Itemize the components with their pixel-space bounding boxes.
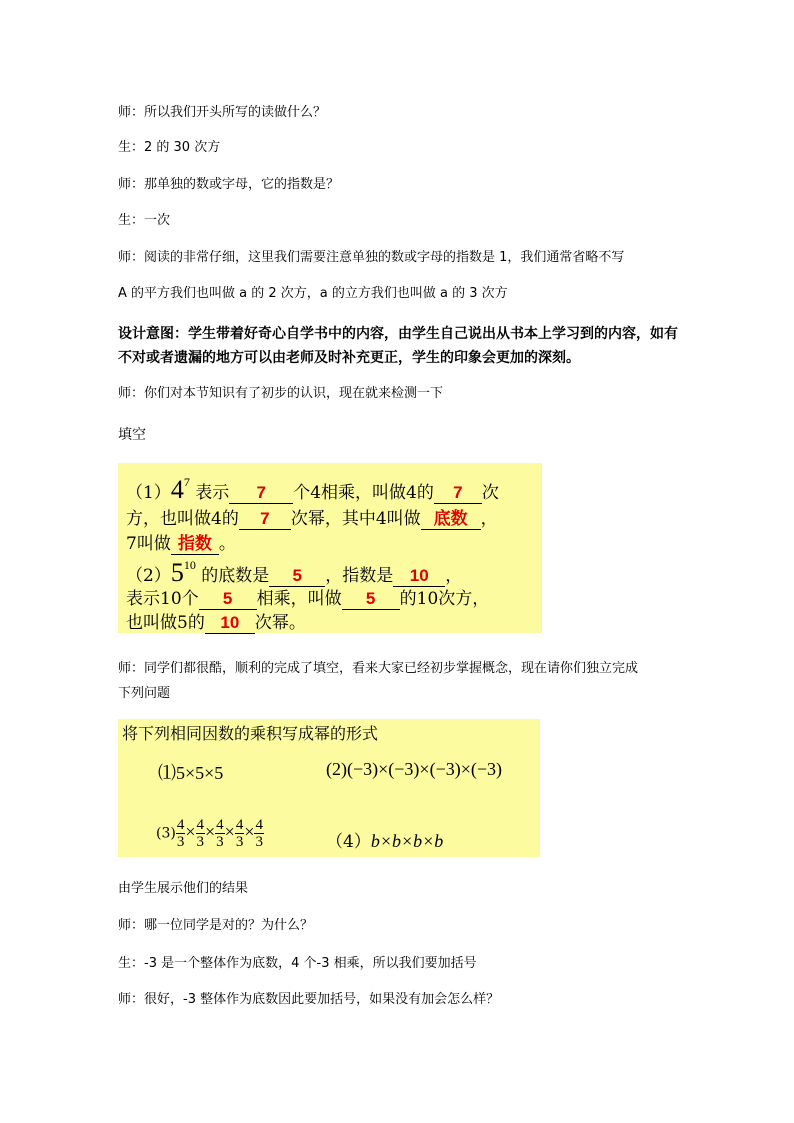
fraction: $\frac{4}{3}$ xyxy=(196,817,204,850)
fraction: $\frac{4}{3}$ xyxy=(216,817,224,850)
design-intent: 设计意图：学生带着好奇心自学书中的内容，由学生自己说出从书本上学习到的内容，如有不对或者遗漏的地方可以由老师及时补充更正，学生的印象会更加的深刻。 xyxy=(118,326,678,366)
fraction: $\frac{4}{3}$ xyxy=(176,817,185,850)
problem-1-line-1 xyxy=(126,475,499,505)
q4-expression: b×b×b×b xyxy=(370,831,444,851)
answer-blank: 7 xyxy=(434,483,482,504)
fill-blank-box xyxy=(118,463,542,633)
times-sign: × xyxy=(244,821,255,842)
problem-label: （1） xyxy=(126,483,171,503)
exercise-box xyxy=(118,719,540,857)
dialogue-line: 生：-3 是一个整体作为底数，4 个-3 相乘，所以我们要加括号 xyxy=(118,956,477,971)
q3-label: (3) xyxy=(156,825,176,842)
dialogue-line: 师：所以我们开头所写的读做什么？ xyxy=(118,105,327,120)
problem-label: （2） xyxy=(126,566,171,586)
text: ， xyxy=(445,566,463,586)
text: 次幂。 xyxy=(254,613,306,633)
text: 相乘，叫做 xyxy=(256,589,342,609)
text: ，指数是 xyxy=(325,566,394,586)
times-sign: × xyxy=(224,821,235,842)
q4-label: （4） xyxy=(326,832,371,852)
problem-2-line-3 xyxy=(126,608,306,634)
answer-blank: 指数 xyxy=(171,534,219,555)
fraction: $\frac{4}{3}$ xyxy=(235,817,244,850)
power-base: 5 xyxy=(170,558,184,587)
dialogue-line: 由学生展示他们的结果 xyxy=(118,881,249,896)
dialogue-line: A 的平方我们也叫做 a 的 2 次方，a 的立方我们也叫做 a 的 3 次方 xyxy=(118,286,508,301)
exercise-q1: ⑴5×5×5 xyxy=(158,763,224,783)
answer-blank: 7 xyxy=(229,483,293,504)
answer-blank: 5 xyxy=(269,566,325,587)
text: 7叫做 xyxy=(126,534,171,554)
text: 的10次方， xyxy=(399,589,490,609)
dialogue-line: 师：同学们都很酷，顺利的完成了填空，看来大家已经初步掌握概念，现在请你们独立完成 xyxy=(118,661,639,676)
power-base: 4 xyxy=(170,475,184,504)
power-exponent: 7 xyxy=(183,475,190,489)
text: 表示10个 xyxy=(126,589,199,609)
fraction: $\frac{4}{3}$ xyxy=(255,817,263,850)
problem-2-line-2 xyxy=(126,584,489,610)
answer-blank: 5 xyxy=(199,589,257,610)
times-sign: × xyxy=(185,821,196,842)
exercise-q4 xyxy=(326,827,443,852)
text: 次 xyxy=(481,483,499,503)
answer-blank: 底数 xyxy=(421,509,481,530)
answer-blank: 10 xyxy=(205,613,255,634)
text: 。 xyxy=(218,534,236,554)
dialogue-line: 师：阅读的非常仔细，这里我们需要注意单独的数或字母的指数是 1，我们通常省略不写 xyxy=(118,250,625,265)
dialogue-line: 生：一次 xyxy=(118,213,171,228)
exercise-q2: (2)(−3)×(−3)×(−3)×(−3) xyxy=(326,759,503,779)
exercise-title: 将下列相同因数的乘积写成幂的形式 xyxy=(122,724,379,743)
times-sign: × xyxy=(205,821,216,842)
text: 个4相乘，叫做4的 xyxy=(293,483,434,503)
text: 方，也叫做4的 xyxy=(126,509,239,529)
problem-1-line-2 xyxy=(126,504,498,530)
section-heading: 填空 xyxy=(118,427,146,443)
dialogue-line: 生：2 的 30 次方 xyxy=(118,140,221,155)
text: 也叫做5的 xyxy=(126,613,205,633)
dialogue-line: 师：哪一位同学是对的？为什么？ xyxy=(118,918,314,933)
power-exponent: 10 xyxy=(183,558,196,572)
answer-blank: 7 xyxy=(239,509,291,530)
dialogue-line: 师：那单独的数或字母，它的指数是？ xyxy=(118,177,340,192)
text: ， xyxy=(480,509,498,529)
problem-1-line-3 xyxy=(126,529,236,555)
text: 表示 xyxy=(195,483,230,503)
answer-blank: 5 xyxy=(342,589,400,610)
dialogue-line: 师：很好，-3 整体作为底数因此要加括号，如果没有加会怎么样？ xyxy=(118,992,500,1007)
text: 次幂，其中4叫做 xyxy=(290,509,421,529)
answer-blank: 10 xyxy=(393,566,445,587)
exercise-q3 xyxy=(156,817,264,850)
text: 的底数是 xyxy=(201,566,270,586)
dialogue-line: 下列问题 xyxy=(118,686,171,701)
dialogue-line: 师：你们对本节知识有了初步的认识，现在就来检测一下 xyxy=(118,386,444,401)
